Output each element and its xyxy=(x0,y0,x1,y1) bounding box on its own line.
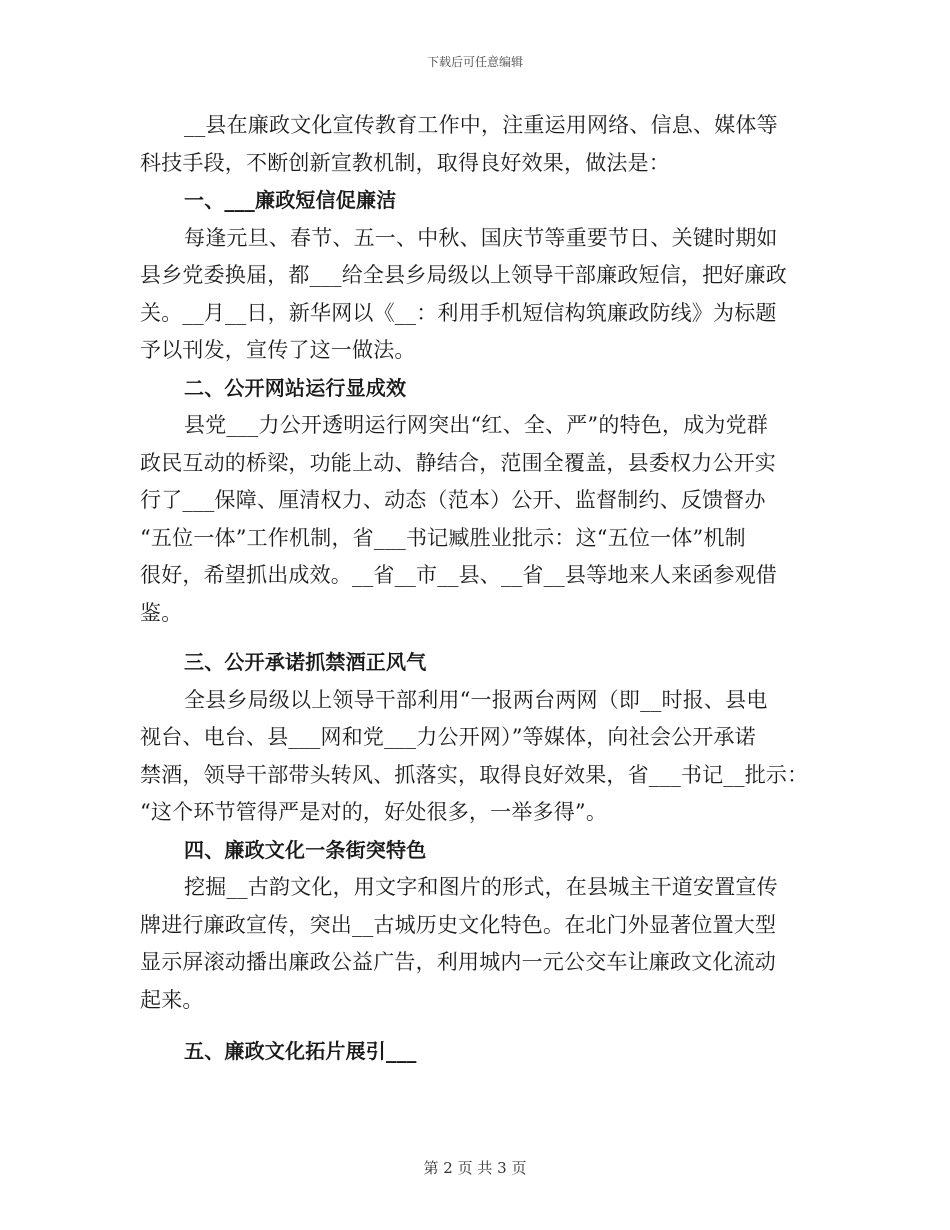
paragraph-line: 牌进行廉政宣传，突出__古城历史文化特色。在北门外显著位置大型 xyxy=(140,912,777,937)
paragraph-line: 起来。 xyxy=(140,987,204,1012)
page-footer: 第 2 页 共 3 页 xyxy=(423,1159,527,1177)
section-heading-5: 五、廉政文化拓片展引___ xyxy=(184,1039,417,1063)
section-heading-3: 三、公开承诺抓禁酒正风气 xyxy=(184,650,427,674)
page-header: 下载后可任意编辑 xyxy=(426,55,523,69)
paragraph-line: 视台、电台、县___网和党___力公开网）”等媒体，向社会公开承诺 xyxy=(140,725,756,749)
paragraph-line: 全县乡局级以上领导干部利用“一报两台两网（即__时报、县电 xyxy=(184,687,768,712)
paragraph-line: 鉴。 xyxy=(140,600,183,625)
intro-line: 科技手段，不断创新宣教机制，取得良好效果，做法是： xyxy=(140,150,670,175)
paragraph-line: 予以刊发，宣传了这一做法。 xyxy=(140,338,416,362)
paragraph-line: 每逢元旦、春节、五一、中秋、国庆节等重要节日、关键时期如 xyxy=(184,225,778,250)
section-heading-2: 二、公开网站运行显成效 xyxy=(184,375,407,400)
paragraph-line: “这个环节管得严是对的，好处很多，一举多得”。 xyxy=(140,800,608,824)
paragraph-line: 挖掘__古韵文化，用文字和图片的形式，在县城主干道安置宣传 xyxy=(184,875,778,899)
paragraph-line: 县乡党委换届，都___给全县乡局级以上领导干部廉政短信，把好廉政 xyxy=(140,263,787,287)
section-heading-4: 四、廉政文化一条街突特色 xyxy=(184,837,427,862)
paragraph-line: 关。__月__日，新华网以《__：利用手机短信构筑廉政防线》为标题 xyxy=(140,300,777,325)
paragraph-line: 显示屏滚动播出廉政公益广告，利用城内一元公交车让廉政文化流动 xyxy=(140,950,776,974)
paragraph-line: “五位一体”工作机制，省___书记臧胜业批示：这“五位一体”机制 xyxy=(140,525,746,550)
paragraph-line: 禁酒，领导干部带头转风、抓落实，取得良好效果，省___书记__批示： xyxy=(140,762,809,787)
intro-line: __县在廉政文化宣传教育工作中，注重运用网络、信息、媒体等 xyxy=(184,113,778,137)
paragraph-line: 很好，希望抓出成效。__省__市__县、__省__县等地来人来函参观借 xyxy=(140,563,777,587)
paragraph-line: 行了___保障、厘清权力、动态（范本）公开、监督制约、反馈督办 xyxy=(140,488,766,512)
section-heading-1: 一、___廉政短信促廉洁 xyxy=(184,188,397,212)
paragraph-line: 政民互动的桥梁，功能上动、静结合，范围全覆盖，县委权力公开实 xyxy=(140,450,776,475)
document-body xyxy=(140,107,812,1071)
paragraph-line: 县党___力公开透明运行网突出“红、全、严”的特色，成为党群 xyxy=(184,413,768,437)
